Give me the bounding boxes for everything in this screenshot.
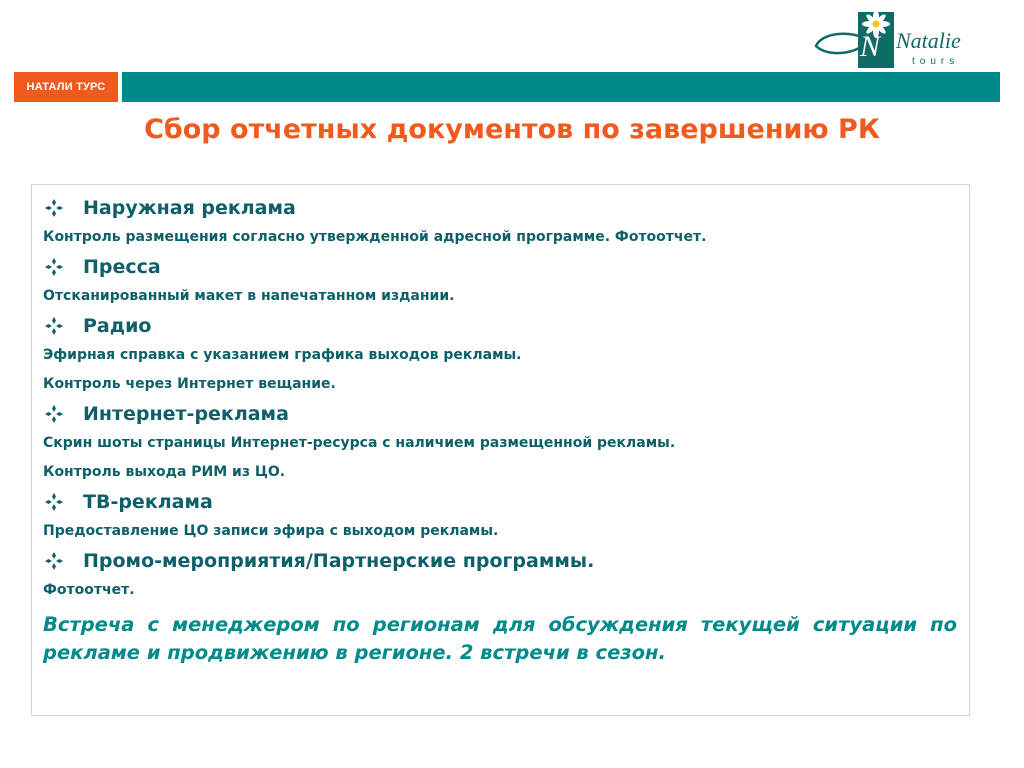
section-heading-text: Интернет-реклама	[83, 403, 289, 425]
section-heading-text: Радио	[83, 315, 152, 337]
diamond-bullet-icon	[45, 199, 69, 217]
section-press	[43, 252, 959, 311]
section-line: Контроль размещения согласно утвержденной адресной программе. Фотоотчет.	[43, 229, 707, 245]
section-heading	[43, 252, 959, 282]
section-outdoor	[43, 193, 959, 252]
meeting-note: Встреча с менеджером по регионам для обсуждения текущей ситуации по рекламе и продвижению в регионе. 2 встречи в сезон.	[43, 613, 957, 664]
section-line: Контроль выхода РИМ из ЦО.	[43, 464, 286, 480]
natalie-tours-logo	[808, 10, 988, 70]
diamond-bullet-icon	[45, 405, 69, 423]
section-line: Эфирная справка с указанием графика выходов рекламы.	[43, 347, 522, 363]
section-line: Фотоотчет.	[43, 582, 135, 598]
section-heading	[43, 311, 959, 341]
section-heading-text: Промо-мероприятия/Партнерские программы.	[83, 550, 595, 572]
content-box	[31, 184, 970, 716]
logo-sub-text: tours	[912, 56, 960, 67]
page-title: Сбор отчетных документов по завершению РК	[144, 114, 880, 145]
logo-letter: N	[860, 30, 881, 63]
flower-logo-icon	[808, 10, 988, 70]
section-line: Скрин шоты страницы Интернет-ресурса с наличием размещенной рекламы.	[43, 435, 676, 451]
section-tv	[43, 487, 959, 546]
header-bar	[14, 72, 1000, 102]
diamond-bullet-icon	[45, 317, 69, 335]
diamond-bullet-icon	[45, 552, 69, 570]
section-heading-text: Наружная реклама	[83, 197, 296, 219]
section-heading	[43, 546, 959, 576]
section-line: Отсканированный макет в напечатанном издании.	[43, 288, 455, 304]
section-heading-text: Пресса	[83, 256, 161, 278]
section-line: Контроль через Интернет вещание.	[43, 376, 336, 392]
section-heading	[43, 487, 959, 517]
section-heading	[43, 193, 959, 223]
section-line: Предоставление ЦО записи эфира с выходом рекламы.	[43, 523, 499, 539]
section-internet	[43, 399, 959, 487]
diamond-bullet-icon	[45, 493, 69, 511]
header-teal-stripe	[122, 72, 1000, 102]
brand-tag: НАТАЛИ ТУРС	[14, 72, 118, 102]
logo-main-text: Natalie	[896, 28, 961, 53]
diamond-bullet-icon	[45, 258, 69, 276]
section-heading-text: ТВ-реклама	[83, 491, 213, 513]
section-radio	[43, 311, 959, 399]
section-heading	[43, 399, 959, 429]
section-promo	[43, 546, 959, 605]
